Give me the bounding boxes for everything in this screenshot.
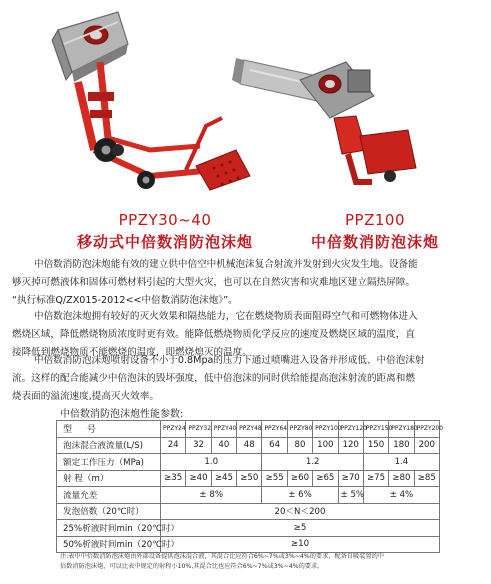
spec-row	[57, 487, 440, 504]
spec-cell: 48	[237, 437, 262, 454]
spec-cell: ≥55	[262, 470, 287, 487]
spec-cell: 24	[161, 437, 186, 454]
table-footnote: 注:表中中倍数消防泡沫炮由外部设备提供泡沫混合液，其混合比应符合6%~7%或3%~4%的要求，配备自吸装置的中 倍数消防泡沫炮，可以比表中规定的射程小10%,其混合比也应符合6%~7%或3%~4%的要求。	[60, 553, 384, 570]
spec-model-header: PPZY80	[287, 421, 312, 438]
spec-cell: 20＜N＜200	[161, 503, 440, 520]
spec-cell: 1.2	[262, 454, 363, 471]
spec-cell: 64	[262, 437, 287, 454]
ppz100-cannon-image	[232, 58, 416, 182]
spec-cell: ≥45	[211, 470, 236, 487]
spec-model-header: PPZY48	[237, 421, 262, 438]
spec-row	[57, 454, 440, 471]
spec-cell: 150	[363, 437, 388, 454]
spec-model-header: PPZY180	[389, 421, 414, 438]
spec-cell: 180	[389, 437, 414, 454]
spec-cell: ± 8%	[161, 487, 262, 504]
ppzy-trolley-cannon-image	[52, 12, 250, 190]
spec-cell: ≥60	[287, 470, 312, 487]
spec-header-label: 型 号	[57, 421, 161, 438]
spec-row-label: 25%析液时间min（20℃时）	[57, 520, 161, 537]
spec-cell: 32	[186, 437, 211, 454]
spec-cell: ≥85	[414, 470, 439, 487]
spec-row-label: 额定工作压力（MPa)	[57, 454, 161, 471]
spec-cell: ± 4%	[363, 487, 439, 504]
spec-row	[57, 536, 440, 553]
spec-row	[57, 470, 440, 487]
spec-cell: ≥35	[161, 470, 186, 487]
product-1-name: 移动式中倍数消防泡沫炮	[76, 233, 253, 251]
description-paragraph-1: 中倍数消防泡沫炮能有效的建立供中倍空中机械泡沫复合射流并发射到火灾发生地。设备能 够灭掉可燃液体和固体可燃材料引起的大型火灾，也可以在自然灾害和灾难地区建立隔热屏障。 “执行标准Q/ZX015-2012<<中倍数消防泡沫炮》”。	[12, 259, 418, 306]
spec-cell: ≥70	[338, 470, 363, 487]
spec-cell: ± 6%	[262, 487, 338, 504]
spec-row-label: 发泡倍数（20℃时）	[57, 503, 161, 520]
spec-header-row	[57, 421, 440, 438]
spec-model-header: PPZY32	[186, 421, 211, 438]
spec-cell: ≥80	[389, 470, 414, 487]
spec-row	[57, 437, 440, 454]
product-illustrations	[0, 0, 491, 210]
description-paragraph-3: 中倍数消防泡沫炮喷射设备不小于0.8Mpa的压力下通过喷嘴进入设备并形成低、中倍泡沫射 流。这样的配合能减少中倍泡沫的毁坏强度，低中倍泡沫的同时供给能提高泡沫射流的距离和燃 烧表面的溢流速度,提高灭火效率。	[12, 355, 425, 402]
spec-model-header: PPZY40	[211, 421, 236, 438]
spec-model-header: PPZY100	[313, 421, 338, 438]
spec-cell: 100	[313, 437, 338, 454]
spec-row-label: 射 程（m）	[57, 470, 161, 487]
spec-row-label: 流量允差	[57, 487, 161, 504]
spec-model-header: PPZY150	[363, 421, 388, 438]
spec-model-header: PPZY64	[262, 421, 287, 438]
spec-model-header: PPZY24	[161, 421, 186, 438]
spec-cell: ≥40	[186, 470, 211, 487]
spec-cell: ≥10	[161, 536, 440, 553]
spec-cell: ≥65	[313, 470, 338, 487]
spec-cell: 200	[414, 437, 439, 454]
product-2-name: 中倍数消防泡沫炮	[310, 233, 439, 251]
spec-row	[57, 520, 440, 537]
spec-row-label: 泡沫混合液流量(L/S)	[57, 437, 161, 454]
spec-row-label: 50%析液时间min（20℃时）	[57, 536, 161, 553]
description-paragraph-2: 中倍数泡沫炮拥有较好的灭火效果和隔热能力，它在燃烧物质表面阻碍空气和可燃物体进入 燃烧区域，降低燃烧物质浓度时更有效。能降低燃烧物质化学反应的速度及燃烧区域的温度，直 接降低到燃烧物质不能燃烧的温度，即燃烧熄灭的温度。	[12, 311, 418, 358]
spec-row	[57, 503, 440, 520]
spec-cell: 1.0	[161, 454, 262, 471]
product-2-model: PPZ100	[345, 211, 405, 229]
spec-cell: 80	[287, 437, 312, 454]
spec-cell: ≥5	[161, 520, 440, 537]
spec-table-title: 中倍数消防泡沫炮性能参数:	[60, 409, 184, 420]
product-1-model: PPZY30~40	[118, 211, 212, 229]
spec-model-header: PPZY200	[414, 421, 439, 438]
spec-cell: ≥75	[363, 470, 388, 487]
spec-cell: ≥50	[237, 470, 262, 487]
spec-cell: 120	[338, 437, 363, 454]
spec-cell: 40	[211, 437, 236, 454]
spec-table	[56, 420, 444, 553]
spec-model-header: PPZY120	[338, 421, 363, 438]
spec-cell: 1.4	[363, 454, 439, 471]
spec-cell: ± 5%	[338, 487, 363, 504]
